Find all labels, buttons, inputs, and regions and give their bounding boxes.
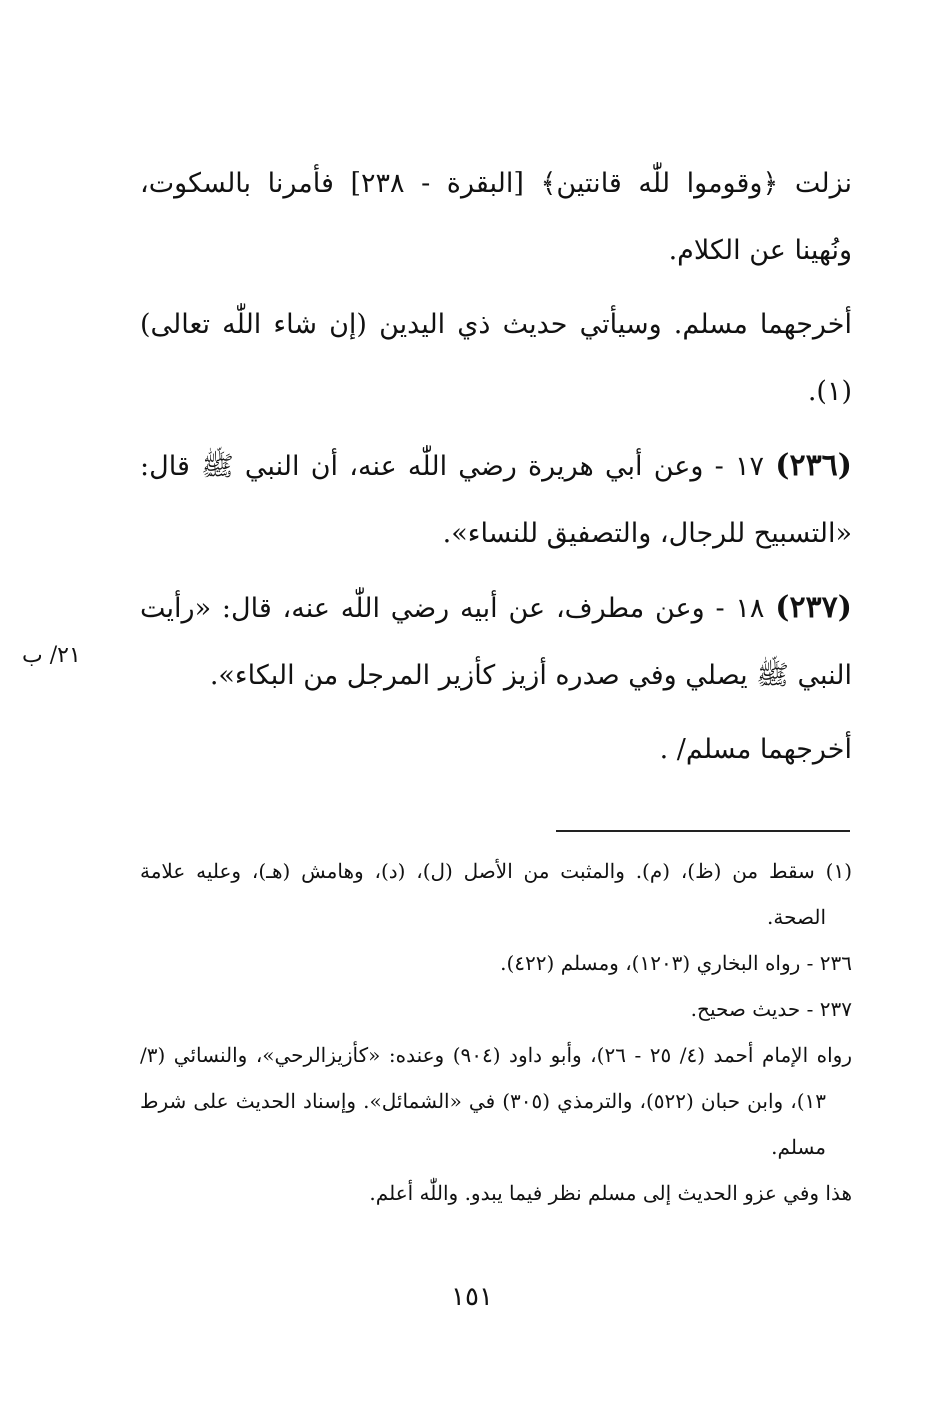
paragraph-verse: نزلت ﴿وقوموا للّٰه قانتين﴾ [البقرة - ٢٣٨] فأمرنا بالسكوت، ونُهينا عن الكلام.	[140, 168, 853, 266]
paragraph-takhrij-2: أخرجهما مسلم/ .	[659, 734, 852, 765]
footnotes	[140, 848, 852, 1216]
hadith-236	[140, 432, 852, 567]
hadith-text-237: ١٨ - وعن مطرف، عن أبيه رضي اللّٰه عنه، قال: «رأيت النبي ﷺ يصلي وفي صدره أزيز كأزير المرجل من البكاء».	[140, 593, 852, 691]
footnote-237-remark: هذا وفي عزو الحديث إلى مسلم نظر فيما يبدو. واللّٰه أعلم.	[369, 1181, 852, 1205]
hadith-number-237: (٢٣٧)	[775, 590, 852, 625]
page-number: ١٥١	[451, 1282, 493, 1312]
footnote-1: (١) سقط من (ظ)، (م). والمثبت من الأصل (ل)، (د)، وهامش (هـ)، وعليه علامة الصحة.	[140, 859, 852, 929]
main-text	[140, 150, 852, 790]
footnote-236: ٢٣٦ - رواه البخاري (١٢٠٣)، ومسلم (٤٢٢).	[500, 951, 852, 975]
footnote-separator	[556, 830, 850, 832]
paragraph-takhrij-1: أخرجهما مسلم. وسيأتي حديث ذي اليدين (إن شاء اللّٰه تعالى)(١).	[140, 309, 852, 407]
hadith-number-236: (٢٣٦)	[775, 448, 852, 483]
footnote-237: ٢٣٧ - حديث صحيح.	[690, 997, 852, 1021]
hadith-text-236: ١٧ - وعن أبي هريرة رضي اللّٰه عنه، أن النبي ﷺ قال: «التسبيح للرجال، والتصفيق للنساء».	[140, 451, 852, 549]
footnote-237-sources: رواه الإمام أحمد (٤/ ٢٥ - ٢٦)، وأبو داود (٩٠٤) وعنده: «كأزيزالرحي»، والنسائي (٣/ ١٣)، وابن حبان (٥٢٢)، والترمذي (٣٠٥) في «الشمائل». وإسناد الحديث على شرط مسلم.	[140, 1043, 852, 1159]
hadith-237	[140, 574, 852, 709]
margin-folio-note: ٢١/ ب	[22, 643, 81, 668]
